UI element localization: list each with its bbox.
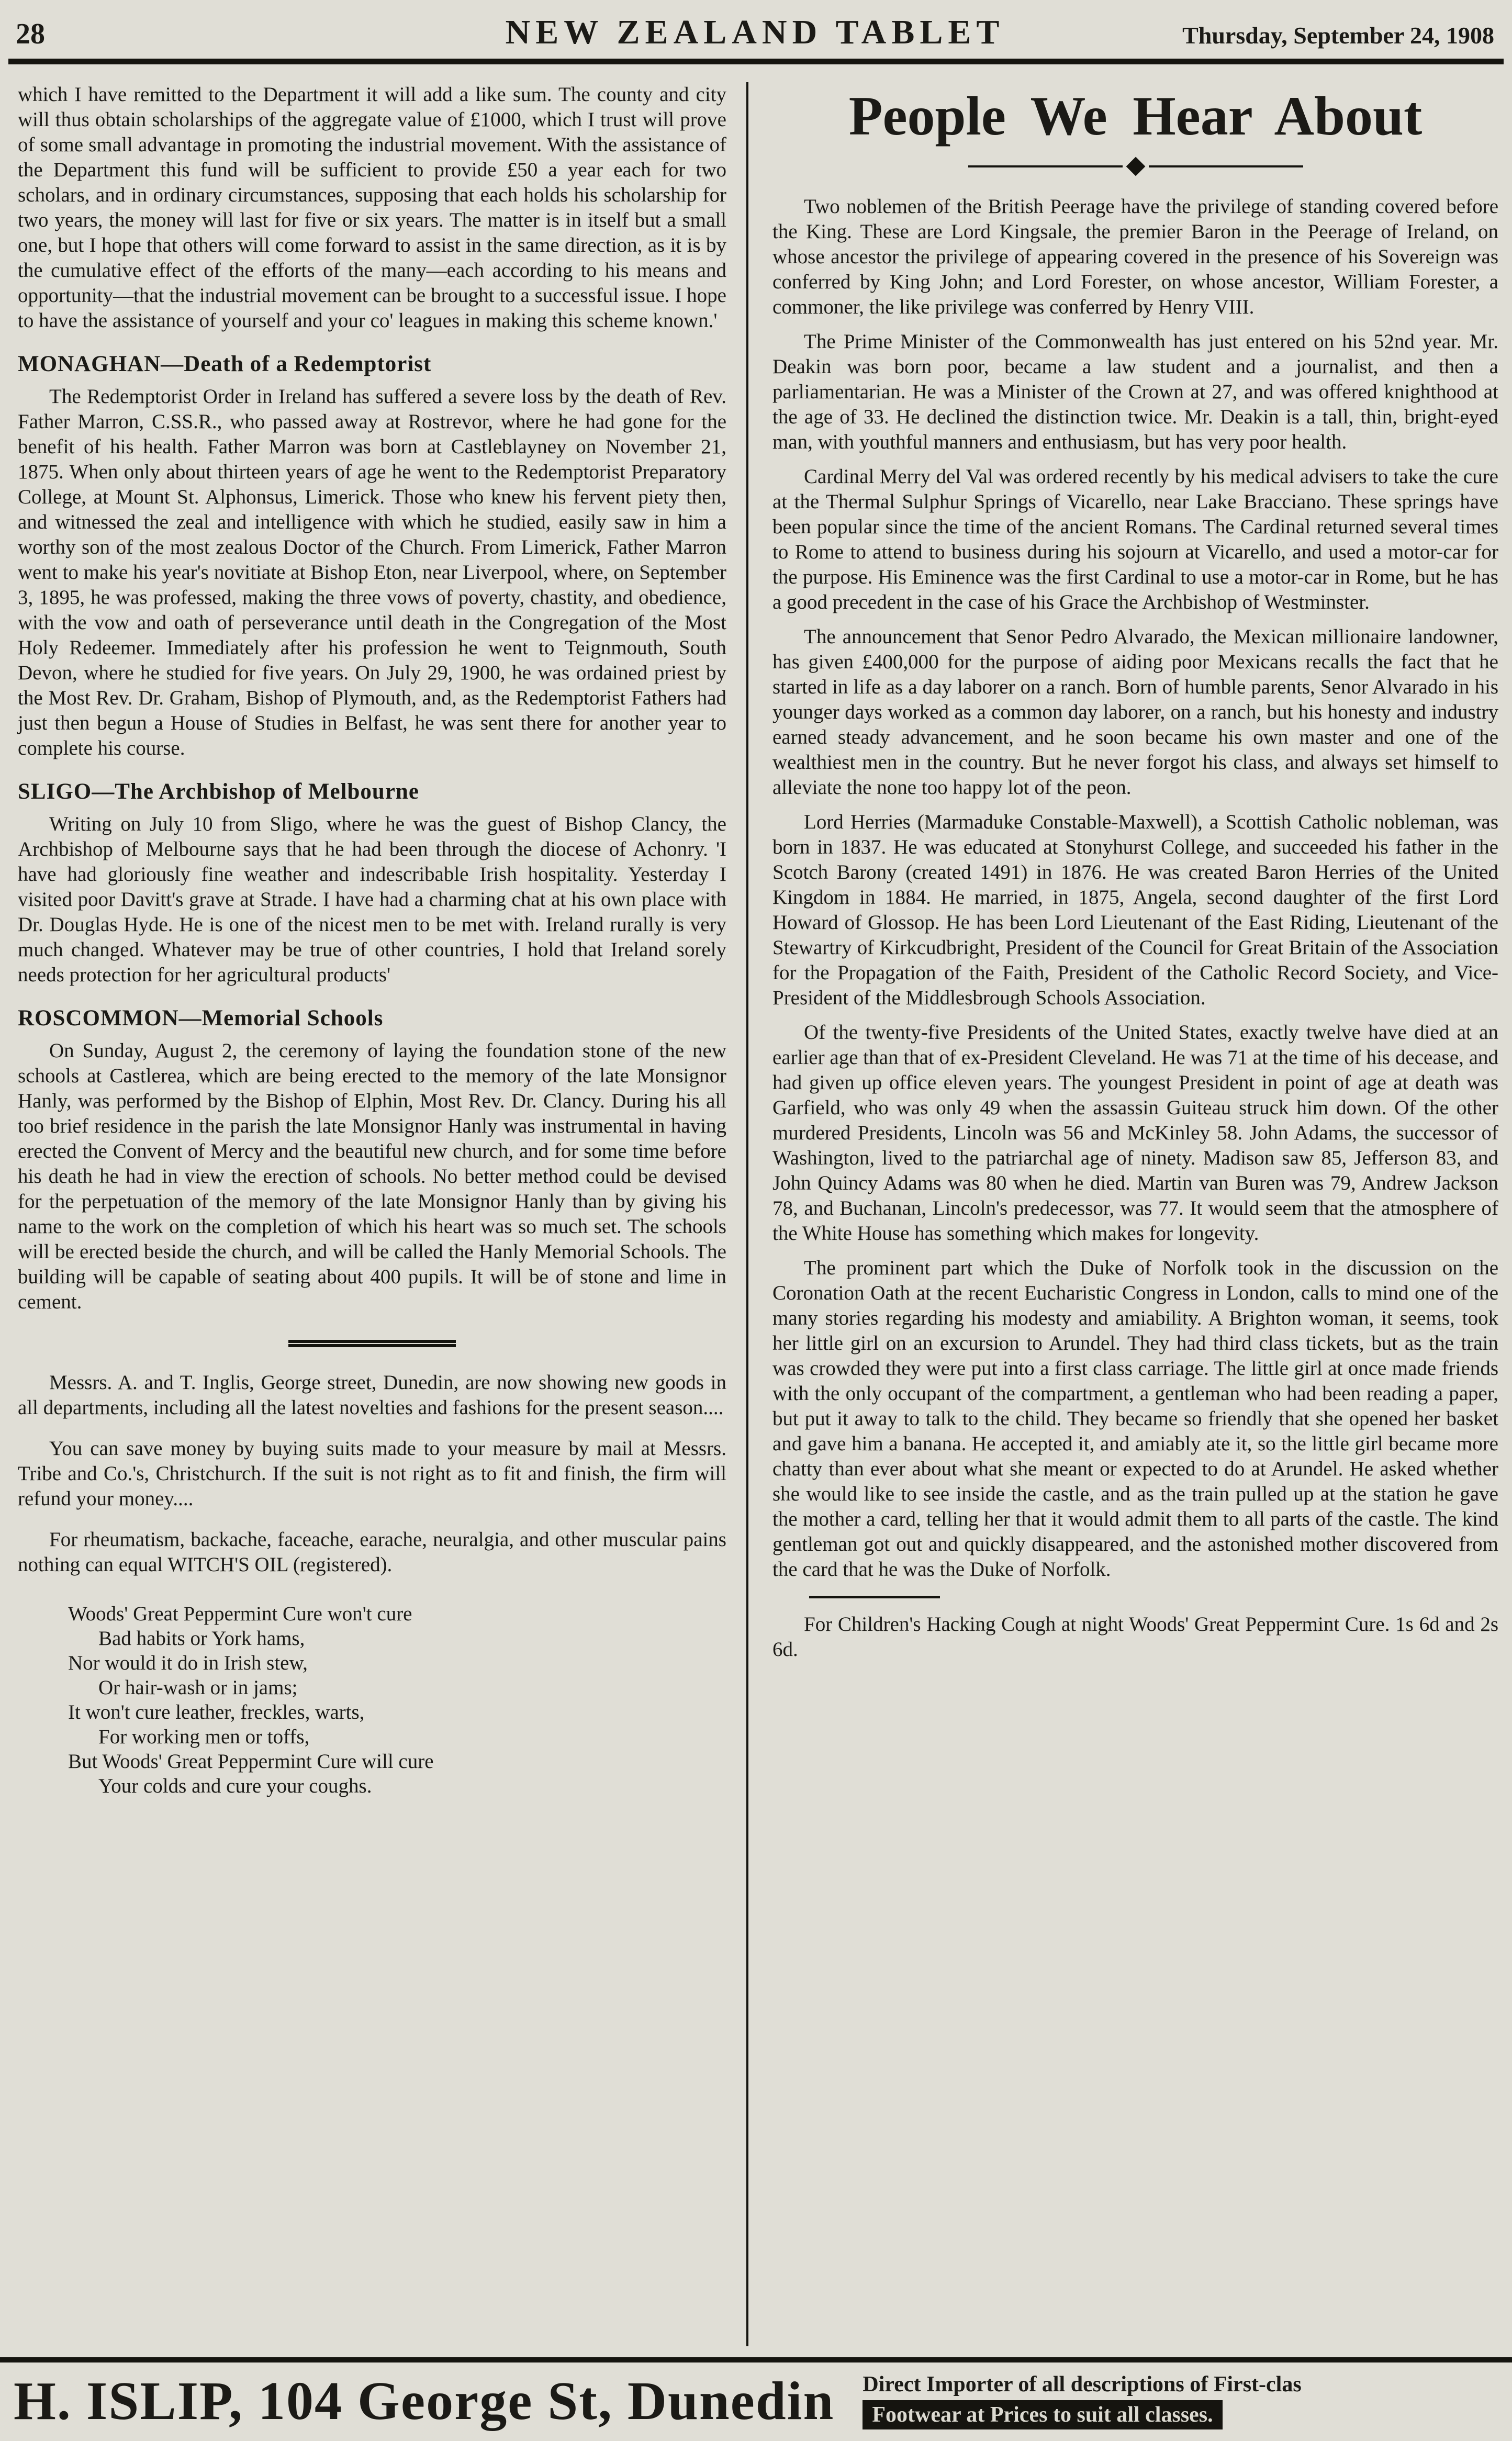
feature-paragraph: The Prime Minister of the Commonwealth has just entered on his 52nd year. Mr. Deakin was born poor, became a law student and a journalist, and then a parliamentarian. He was a Minister of the Crown at 27, and was offered knighthood at the age of 33. He declined the distinction twice. Mr. Deakin is a tall, thin, bright-eyed man, with youthful manners and enthusiasm, but has very poor health. — [772, 330, 1498, 453]
footer-tagline-2: Footwear at Prices to suit all classes. — [863, 2400, 1222, 2429]
poem-line: Bad habits or York hams, — [98, 1627, 305, 1650]
footer-taglines — [863, 2372, 1301, 2429]
final-note-paragraph: For Children's Hacking Cough at night Woods' Great Peppermint Cure. 1s 6d and 2s 6d. — [772, 1613, 1498, 1661]
notice-paragraph: You can save money by buying suits made to your measure by mail at Messrs. Tribe and Co.'s, Christchurch. If the suit is not right as to fit and finish, the firm will refund your money.... — [18, 1437, 726, 1510]
ornament-line — [1149, 165, 1303, 167]
left-column — [18, 82, 746, 2346]
page-body — [0, 64, 1512, 2346]
masthead-rule — [8, 59, 1504, 64]
article-paragraph: On Sunday, August 2, the ceremony of laying the foundation stone of the new schools at Castlerea, which are being erected to the memory of the late Monsignor Hanly, was performed by the Bishop of Elphin, Most Rev. Dr. Clancy. During his all too brief residence in the parish the late Monsignor Hanly was instrumental in having erected the Convent of Mercy and the beautiful new church, and for some time before his death he had in view the erection of schools. No better method could be devised for the perpetuation of the memory of the late Monsignor Hanly than by giving his name to the work on the completion of which his heart was so much set. The schools will be erected beside the church, and will be called the Hanly Memorial Schools. The building will be capable of seating about 400 pupils. It will be of stone and lime in cement. — [18, 1039, 726, 1313]
feature-paragraph: The prominent part which the Duke of Norfolk took in the discussion on the Coronation Oath at the recent Eucharistic Congress in London, calls to mind one of the many stories regarding his modesty and amiability. A Brighton woman, it seems, took her little girl on an excursion to Arundel. They had third class tickets, but as the train was crowded they were put into a first class carriage. The little girl at once made friends with the only occupant of the compartment, a gentleman who had been reading a paper, but put it away to talk to the child. They became so friendly that she opened her basket and gave him a banana. He accepted it, and amiably ate it, so the little girl became more chatty than ever about what she meant or expected to do at Arundel. He asked whether she would like to see inside the castle, and as the train pulled up at the station he gave the mother a card, telling her that it would admit them to all parts of the castle. The kind gentleman got out and quickly disappeared, and the astonished mother discovered from the card that he was the Duke of Norfolk. — [772, 1257, 1498, 1581]
poem-woods-peppermint — [68, 1602, 726, 1798]
section-heading-roscommon: ROSCOMMON—Memorial Schools — [18, 1006, 384, 1031]
poem-line: Nor would it do in Irish stew, — [68, 1652, 308, 1674]
heading-ornament — [968, 160, 1303, 173]
article-paragraph: Writing on July 10 from Sligo, where he was the guest of Bishop Clancy, the Archbishop of Melbourne says that he had been through the diocese of Achonry. 'I have had gloriously fine weather and indescribable Irish hospitality. Yesterday I visited poor Davitt's grave at Strade. I have had a charming chat at his own place with Dr. Douglas Hyde. He is one of the nicest men to be met with. Ireland rurally is very much changed. Whatever may be true of other countries, I hold that Ireland sorely needs protection for her agricultural products' — [18, 813, 726, 986]
issue-date: Thursday, September 24, 1908 — [1182, 22, 1494, 49]
notice-paragraph: For rheumatism, backache, faceache, earache, neuralgia, and other muscular pains nothing can equal WITCH'S OIL (registered). — [18, 1528, 726, 1576]
masthead — [0, 0, 1512, 59]
feature-paragraph: Lord Herries (Marmaduke Constable-Maxwell), a Scottish Catholic nobleman, was born in 1837. He was educated at Stonyhurst College, and succeeded his father in the Scotch Barony (created 1491) in 1876. He was created Baron Herries of the United Kingdom in 1884. He married, in 1875, Angela, second daughter of the first Lord Howard of Glossop. He has been Lord Lieutenant of the East Riding, Lieutenant of the Stewartry of Kirkcudbright, President of the Council for Great Britain of the Association for the Propagation of the Faith, President of the Catholic Record Society, and Vice-President of the Middlesbrough Schools Association. — [772, 811, 1498, 1009]
section-heading-sligo: SLIGO—The Archbishop of Melbourne — [18, 779, 419, 804]
article-paragraph: The Redemptorist Order in Ireland has suffered a severe loss by the death of Rev. Father Marron, C.SS.R., who passed away at Rostrevor, where he had gone for the benefit of his health. Father Marron was born at Castleblayney on November 21, 1875. When only about thirteen years of age he went to the Redemptorist Preparatory College, at Mount St. Alphonsus, Limerick. Those who knew his fervent piety then, and witnessed the zeal and intelligence with which he studied, easily saw in him a worthy son of the most zealous Doctor of the Church. From Limerick, Father Marron went to make his year's novitiate at Bishop Eton, near Liverpool, where, on September 3, 1895, he was professed, making the three vows of poverty, chastity, and obedience, with the vow and oath of perseverance until death in the Congregation of the Most Holy Redeemer. Immediately after his profession he went to Teignmouth, South Devon, where he studied for five years. On July 29, 1900, he was ordained priest by the Most Rev. Dr. Graham, Bishop of Plymouth, and, as the Redemptorist Fathers had just then begun a House of Studies in Belfast, he was sent there for another year to complete his course. — [18, 385, 726, 759]
end-rule — [809, 1596, 940, 1598]
poem-line: Woods' Great Peppermint Cure won't cure — [68, 1603, 412, 1625]
section-divider-rule — [288, 1340, 456, 1347]
ornament-line — [968, 165, 1123, 167]
feature-paragraph: Of the twenty-five Presidents of the United States, exactly twelve have died at an earlier age than that of ex-President Cleveland. He was 71 at the time of his decease, and had given up office eleven years. The youngest President in point of age at death was Garfield, who was only 49 when the assassin Guiteau struck him down. Of the other murdered Presidents, Lincoln was 56 and McKinley 58. John Adams, the successor of Washington, lived to the patriarchal age of ninety. Madison saw 85, Jefferson 83, and John Quincy Adams was 80 when he died. Martin van Buren was 79, Andrew Jackson 78, and Buchanan, Lincoln's predecessor, was 77. It would seem that the atmosphere of the White House has something which makes for longevity. — [772, 1021, 1498, 1245]
feature-heading: People We Hear About — [848, 85, 1423, 147]
poem-line: But Woods' Great Peppermint Cure will cure — [68, 1750, 434, 1773]
paper-title: NEW ZEALAND TABLET — [505, 13, 1005, 51]
right-column — [748, 82, 1498, 2346]
poem-line: For working men or toffs, — [98, 1726, 310, 1748]
notice-paragraph: Messrs. A. and T. Inglis, George street, Dunedin, are now showing new goods in all departments, including all the latest novelties and fashions for the present season.... — [18, 1371, 726, 1419]
footer-tagline-1: Direct Importer of all descriptions of First-clas — [863, 2372, 1302, 2397]
section-heading-monaghan: MONAGHAN—Death of a Redemptorist — [18, 352, 432, 376]
poem-line: It won't cure leather, freckles, warts, — [68, 1701, 365, 1723]
poem-line: Your colds and cure your coughs. — [98, 1775, 372, 1797]
feature-paragraph: The announcement that Senor Pedro Alvarado, the Mexican millionaire landowner, has given £400,000 for the purpose of aiding poor Mexicans recalls the fact that he started in life as a day laborer on a ranch. Born of humble parents, Senor Alvarado in his younger days worked as a common day laborer, on a ranch, but his honesty and industry earned steady advancement, and he soon became his own master and one of the wealthiest men in the country. But he never forgot his class, and always set himself to alleviate the none too happy lot of the peon. — [772, 625, 1498, 799]
continuation-paragraph: which I have remitted to the Department it will add a like sum. The county and city will thus obtain scholarships of the aggregate value of £1000, which I trust will prove of some small advantage in promoting the industrial movement. With the assistance of the Department this fund will be sufficient to provide £50 a year each for two scholars, and in ordinary circumstances, supposing that each holds his scholarship for two years, the money will last for five or six years. The matter is in itself but a small one, but I hope that others will come forward to assist in the same direction, as it is by the cumulative effect of the efforts of the many—each according to his means and opportunity—that the industrial movement can be brought to a successful issue. I hope to have the assistance of yourself and your co' leagues in making this scheme known.' — [18, 83, 726, 332]
feature-paragraph: Cardinal Merry del Val was ordered recently by his medical advisers to take the cure at the Thermal Sulphur Springs of Vicarello, near Lake Bracciano. These springs have been popular since the time of the ancient Romans. The Cardinal returned several times to Rome to attend to business during his sojourn at Vicarello, and used a motor-car for the purpose. His Eminence was the first Cardinal to use a motor-car in Rome, but he has a good precedent in the case of his Grace the Archbishop of Westminster. — [772, 465, 1498, 613]
footer-advert-title: H. ISLIP, 104 George St, Dunedin — [14, 2370, 835, 2431]
page-number: 28 — [16, 18, 45, 50]
poem-line: Or hair-wash or in jams; — [98, 1676, 298, 1699]
page-footer — [0, 2357, 1512, 2441]
diamond-ornament-icon — [1126, 157, 1145, 176]
feature-paragraph: Two noblemen of the British Peerage have the privilege of standing covered before the King. These are Lord Kingsale, the premier Baron in the Peerage of Ireland, on whose ancestor the privilege of appearing covered in the presence of his Sovereign was conferred by King John; and Lord Forester, on whose ancestor, William Forester, a commoner, the like privilege was conferred by Henry VIII. — [772, 195, 1498, 318]
